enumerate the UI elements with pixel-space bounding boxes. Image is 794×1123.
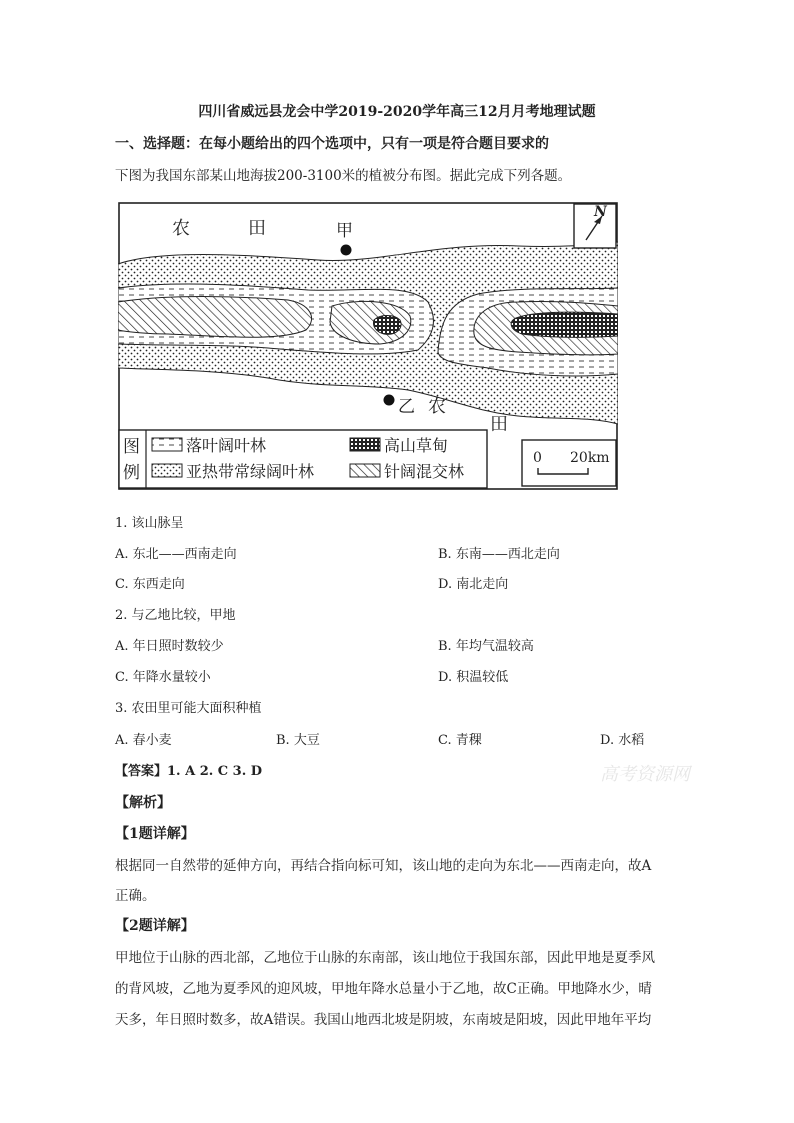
question-1-stem: 1. 该山脉呈 bbox=[115, 516, 184, 531]
legend-swatch-meadow bbox=[350, 438, 380, 451]
scale-distance: 20km bbox=[570, 450, 610, 466]
section-heading: 一、选择题：在每小题给出的四个选项中，只有一项是符合题目要求的 bbox=[115, 136, 549, 152]
question-1-option-a: A. 东北——西南走向 bbox=[115, 547, 237, 562]
q2-analysis-line-1: 甲地位于山脉的西北部，乙地位于山脉的东南部，该山地位于我国东部，因此甲地是夏季风 bbox=[115, 950, 655, 966]
map-label-farmland-2b: 田 bbox=[490, 414, 508, 435]
q1-analysis-heading: 【1题详解】 bbox=[115, 826, 195, 842]
map-label-farmland-1a: 农 bbox=[172, 218, 190, 239]
mixed-forest-zone bbox=[118, 297, 312, 338]
legend-label-mixed: 针阔混交林 bbox=[384, 462, 465, 481]
question-3-option-d: D. 水稻 bbox=[600, 733, 645, 748]
map-label-yi: 乙 bbox=[398, 397, 415, 417]
question-2-option-a: A. 年日照时数较少 bbox=[115, 639, 224, 654]
question-2-stem: 2. 与乙地比较，甲地 bbox=[115, 608, 236, 623]
question-3-option-c: C. 青稞 bbox=[438, 733, 482, 748]
q1-analysis-line-1: 根据同一自然带的延伸方向，再结合指向标可知，该山地的走向为东北——西南走向，故A bbox=[115, 858, 652, 874]
legend-swatch-deciduous bbox=[152, 438, 182, 451]
intro-text: 下图为我国东部某山地海拔200-3100米的植被分布图。据此完成下列各题。 bbox=[115, 168, 572, 184]
q1-analysis-line-2: 正确。 bbox=[115, 888, 156, 904]
point-jia-marker bbox=[341, 245, 352, 256]
legend-label-evergreen: 亚热带常绿阔叶林 bbox=[186, 462, 315, 481]
legend-title-2: 例 bbox=[123, 463, 140, 483]
analysis-heading: 【解析】 bbox=[115, 795, 171, 811]
question-3-option-a: A. 春小麦 bbox=[115, 733, 172, 748]
legend-swatch-evergreen bbox=[152, 464, 182, 477]
question-1-option-c: C. 东西走向 bbox=[115, 577, 185, 592]
question-3-stem: 3. 农田里可能大面积种植 bbox=[115, 701, 262, 716]
q2-analysis-heading: 【2题详解】 bbox=[115, 918, 195, 934]
question-1-option-b: B. 东南——西北走向 bbox=[438, 547, 560, 562]
legend-title-1: 图 bbox=[123, 437, 140, 457]
question-2-option-c: C. 年降水量较小 bbox=[115, 670, 211, 685]
answer-line: 【答案】1. A 2. C 3. D bbox=[115, 764, 263, 779]
scale-zero: 0 bbox=[533, 450, 542, 466]
north-label: N bbox=[594, 204, 607, 220]
question-2-option-b: B. 年均气温较高 bbox=[438, 639, 534, 654]
page-title: 四川省威远县龙会中学2019-2020学年高三12月月考地理试题 bbox=[198, 104, 596, 120]
point-yi-marker bbox=[384, 395, 395, 406]
question-3-option-b: B. 大豆 bbox=[276, 733, 320, 748]
map-label-farmland-1b: 田 bbox=[248, 218, 266, 239]
map-label-farmland-2a: 农 bbox=[428, 396, 446, 417]
legend-swatch-mixed bbox=[350, 464, 380, 477]
watermark: 高考资源网 bbox=[600, 764, 690, 785]
question-2-option-d: D. 积温较低 bbox=[438, 670, 509, 685]
legend-label-meadow: 高山草甸 bbox=[384, 436, 449, 455]
vegetation-map bbox=[118, 202, 618, 490]
q2-analysis-line-2: 的背风坡，乙地为夏季风的迎风坡，甲地年降水总量小于乙地，故C正确。甲地降水少，晴 bbox=[115, 981, 652, 997]
legend-label-deciduous: 落叶阔叶林 bbox=[186, 436, 267, 455]
map-label-jia: 甲 bbox=[336, 221, 353, 241]
q2-analysis-line-3: 天多，年日照时数多，故A错误。我国山地西北坡是阴坡，东南坡是阳坡，因此甲地年平均 bbox=[115, 1012, 652, 1028]
question-1-option-d: D. 南北走向 bbox=[438, 577, 509, 592]
alpine-meadow-zone bbox=[373, 316, 401, 335]
